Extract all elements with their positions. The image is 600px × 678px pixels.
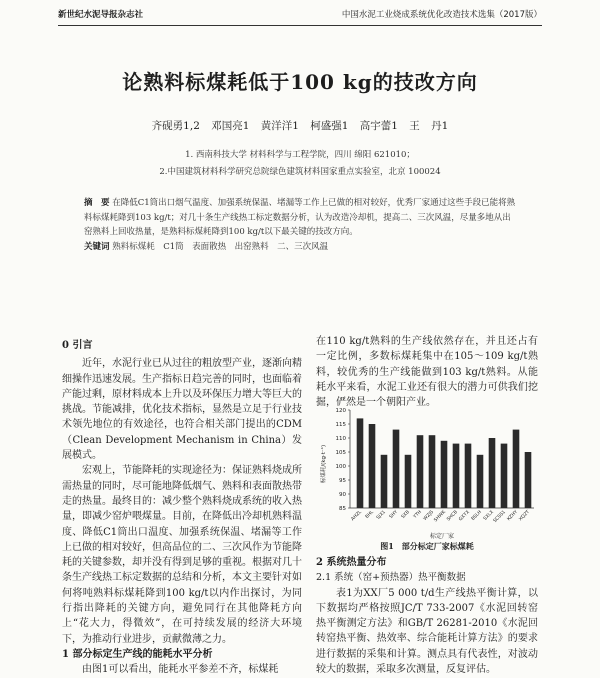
- bar-wzjs: [429, 435, 436, 508]
- abstract-block: [84, 196, 516, 254]
- figure-1-caption: 图1 部分标定厂家标煤耗: [380, 541, 474, 551]
- bar-kzhy: [513, 430, 520, 508]
- bar-sxb: [405, 455, 412, 508]
- bar-yth: [417, 435, 424, 508]
- y-tick-label: 105: [335, 450, 346, 456]
- x-tick-label: SHWK: [433, 509, 447, 524]
- x-tick-label: GXYX: [458, 509, 471, 523]
- y-tick-label: 95: [339, 478, 346, 484]
- y-tick-label: 85: [339, 506, 346, 512]
- figure-1-chart: [316, 404, 538, 540]
- paragraph: 在110 kg/t熟料的生产线依然存在，并且还占有一定比例，多数标煤耗集中在105～109 kg/t熟料，较优秀的生产线能做到103 kg/t熟料。从能耗水平来看，水泥工业还有很大的潜力可供我们挖掘，俨然是一个朝阳产业。: [316, 336, 538, 409]
- section-0-title: 0 引言: [62, 340, 93, 351]
- article-title: 论熟料标煤耗低于100 kg的技改方向: [122, 70, 478, 94]
- x-tick-label: AHZL: [350, 509, 363, 523]
- x-tick-label: SJX1: [376, 509, 387, 521]
- keywords-label: 关键词: [84, 241, 110, 252]
- bar-gxyx: [465, 444, 472, 508]
- x-tick-label: WZJS: [422, 509, 435, 522]
- section-1-title: 1 部分标定生产线的能耗水平分析: [62, 648, 213, 660]
- x-tick-label: YTH: [412, 509, 423, 520]
- bar-ahzl: [357, 418, 364, 508]
- abstract-text: 在降低C1筒出口烟气温度、加强系统保温、堵漏等工作上已做的相对较好，优秀厂家通过这些手段已能将熟料标煤耗降到103 kg/t；对几十条生产线热工标定数据分析，认为改造冷却机，提高二、三次风温，尽量多地从出窑熟料上回收热量，是熟料标煤耗降到100 kg/t以下最关键的技改方向。: [84, 198, 516, 237]
- journal-name: 新世纪水泥导报杂志社: [58, 10, 144, 20]
- abstract-label: 摘 要: [84, 198, 110, 208]
- keywords: [84, 240, 516, 255]
- y-tick-label: 110: [335, 436, 346, 442]
- keywords-text: 熟料标煤耗 C1筒 表面散热 出窑熟料 二、三次风温: [112, 241, 329, 252]
- right-column-top: [316, 334, 538, 410]
- affiliation-2: 2.中国建筑材料科学研究总院绿色建筑材料国家重点实验室，北京 100024: [159, 167, 441, 177]
- bar-shwk: [441, 441, 448, 508]
- affiliation-1: 1. 西南科技大学 材料科学与工程学院，四川 绵阳 621010；: [185, 150, 415, 160]
- paragraph: 由图1可以看出，能耗水平参差不齐，标煤耗: [82, 664, 279, 676]
- section-2-title: 2 系统热量分布: [316, 557, 387, 568]
- x-tick-label: XQ2T: [518, 509, 531, 523]
- left-column: [62, 338, 302, 678]
- x-tick-label: SXLX: [483, 509, 495, 522]
- bar-bslh: [477, 455, 484, 508]
- y-axis-label: 标煤耗/(kg·t⁻¹): [321, 444, 327, 484]
- x-tick-label: SHCB: [446, 509, 459, 523]
- header-divider: [58, 25, 542, 26]
- paragraph: 宏观上，节能降耗的实现途径为：保证熟料烧成所需热量的同时，尽可能地降低烟气、熟料和表面散热带走的热量。最终目的：减少整个熟料烧成系统的收入热量，即减少窑炉喂煤量。目前，在降低出冷却机熟料温度、降低C1筒出口温度、加强系统保温、堵漏等工作上已做的相对较好，但高品位的二、三次风作为节能降耗的关键参数，却并没有得到足够的重视。根据对几十条生产线热工标定数据的总结和分析，本文主要针对如何将吨熟料标煤耗降到100 kg/t以内作出探讨，为同行指出降耗的关键方向，避免同行在其他降耗方向上“花大力，得微效”，在可持续发展的经济大环境下，为推动行业进步，贡献微薄之力。: [62, 465, 302, 645]
- author-list: 齐砚勇1,2 邓国亮1 黄洋洋1 柯盛强1 高宇蕾1 王 丹1: [151, 120, 449, 132]
- subsection-2-1-title: 2.1 系统（窑+预热器）热平衡数据: [316, 572, 466, 584]
- bar-shcb: [453, 444, 460, 508]
- y-tick-label: 115: [335, 422, 346, 428]
- right-column-bottom: [316, 555, 538, 677]
- bar-bhl: [369, 424, 376, 508]
- y-tick-label: 120: [335, 408, 346, 414]
- y-tick-label: 100: [335, 464, 346, 470]
- bar-sxlx: [489, 438, 496, 508]
- abstract: [84, 196, 516, 240]
- y-tick-label: 90: [339, 492, 346, 498]
- bar-scss1: [501, 444, 508, 508]
- bar-shy: [393, 430, 400, 508]
- x-tick-label: SCSS1: [492, 509, 507, 524]
- x-tick-label: SXB: [400, 509, 411, 520]
- bar-sjx1: [381, 455, 388, 508]
- x-tick-label: KZHY: [506, 509, 519, 523]
- x-tick-label: SHY: [388, 509, 399, 520]
- paragraph: 表1为XX厂5 000 t/d生产线热平衡计算，以下数据均严格按照JC/T 733-2007《水泥回转窑热平衡测定方法》和GB/T 26281-2010《水泥回转窑热平衡、热效率、综合能耗计算方法》的要求进行数据的采集和计算。测点具有代表性，对波动较大的数据，采取多次测量，反复评估。: [316, 587, 538, 676]
- paragraph: 近年，水泥行业已从过往的粗放型产业，逐渐向精细操作迅速发展。生产指标日趋完善的同时，也面临着产能过剩，原材料成本上升以及环保压力增大等巨大的挑战。节能减排，优化技术指标，显然是立足于行业技术领先地位的有效途径，也符合相关部门提出的CDM（Clean Development Mechanism in China）发展模式。: [62, 358, 302, 462]
- collection-title: 中国水泥工业烧成系统优化改造技术选集（2017版）: [341, 10, 542, 20]
- x-tick-label: BHL: [364, 509, 375, 520]
- bar-xq2t: [525, 452, 532, 508]
- x-axis-label: 标定厂家: [429, 533, 455, 540]
- x-tick-label: BSLH: [470, 509, 483, 522]
